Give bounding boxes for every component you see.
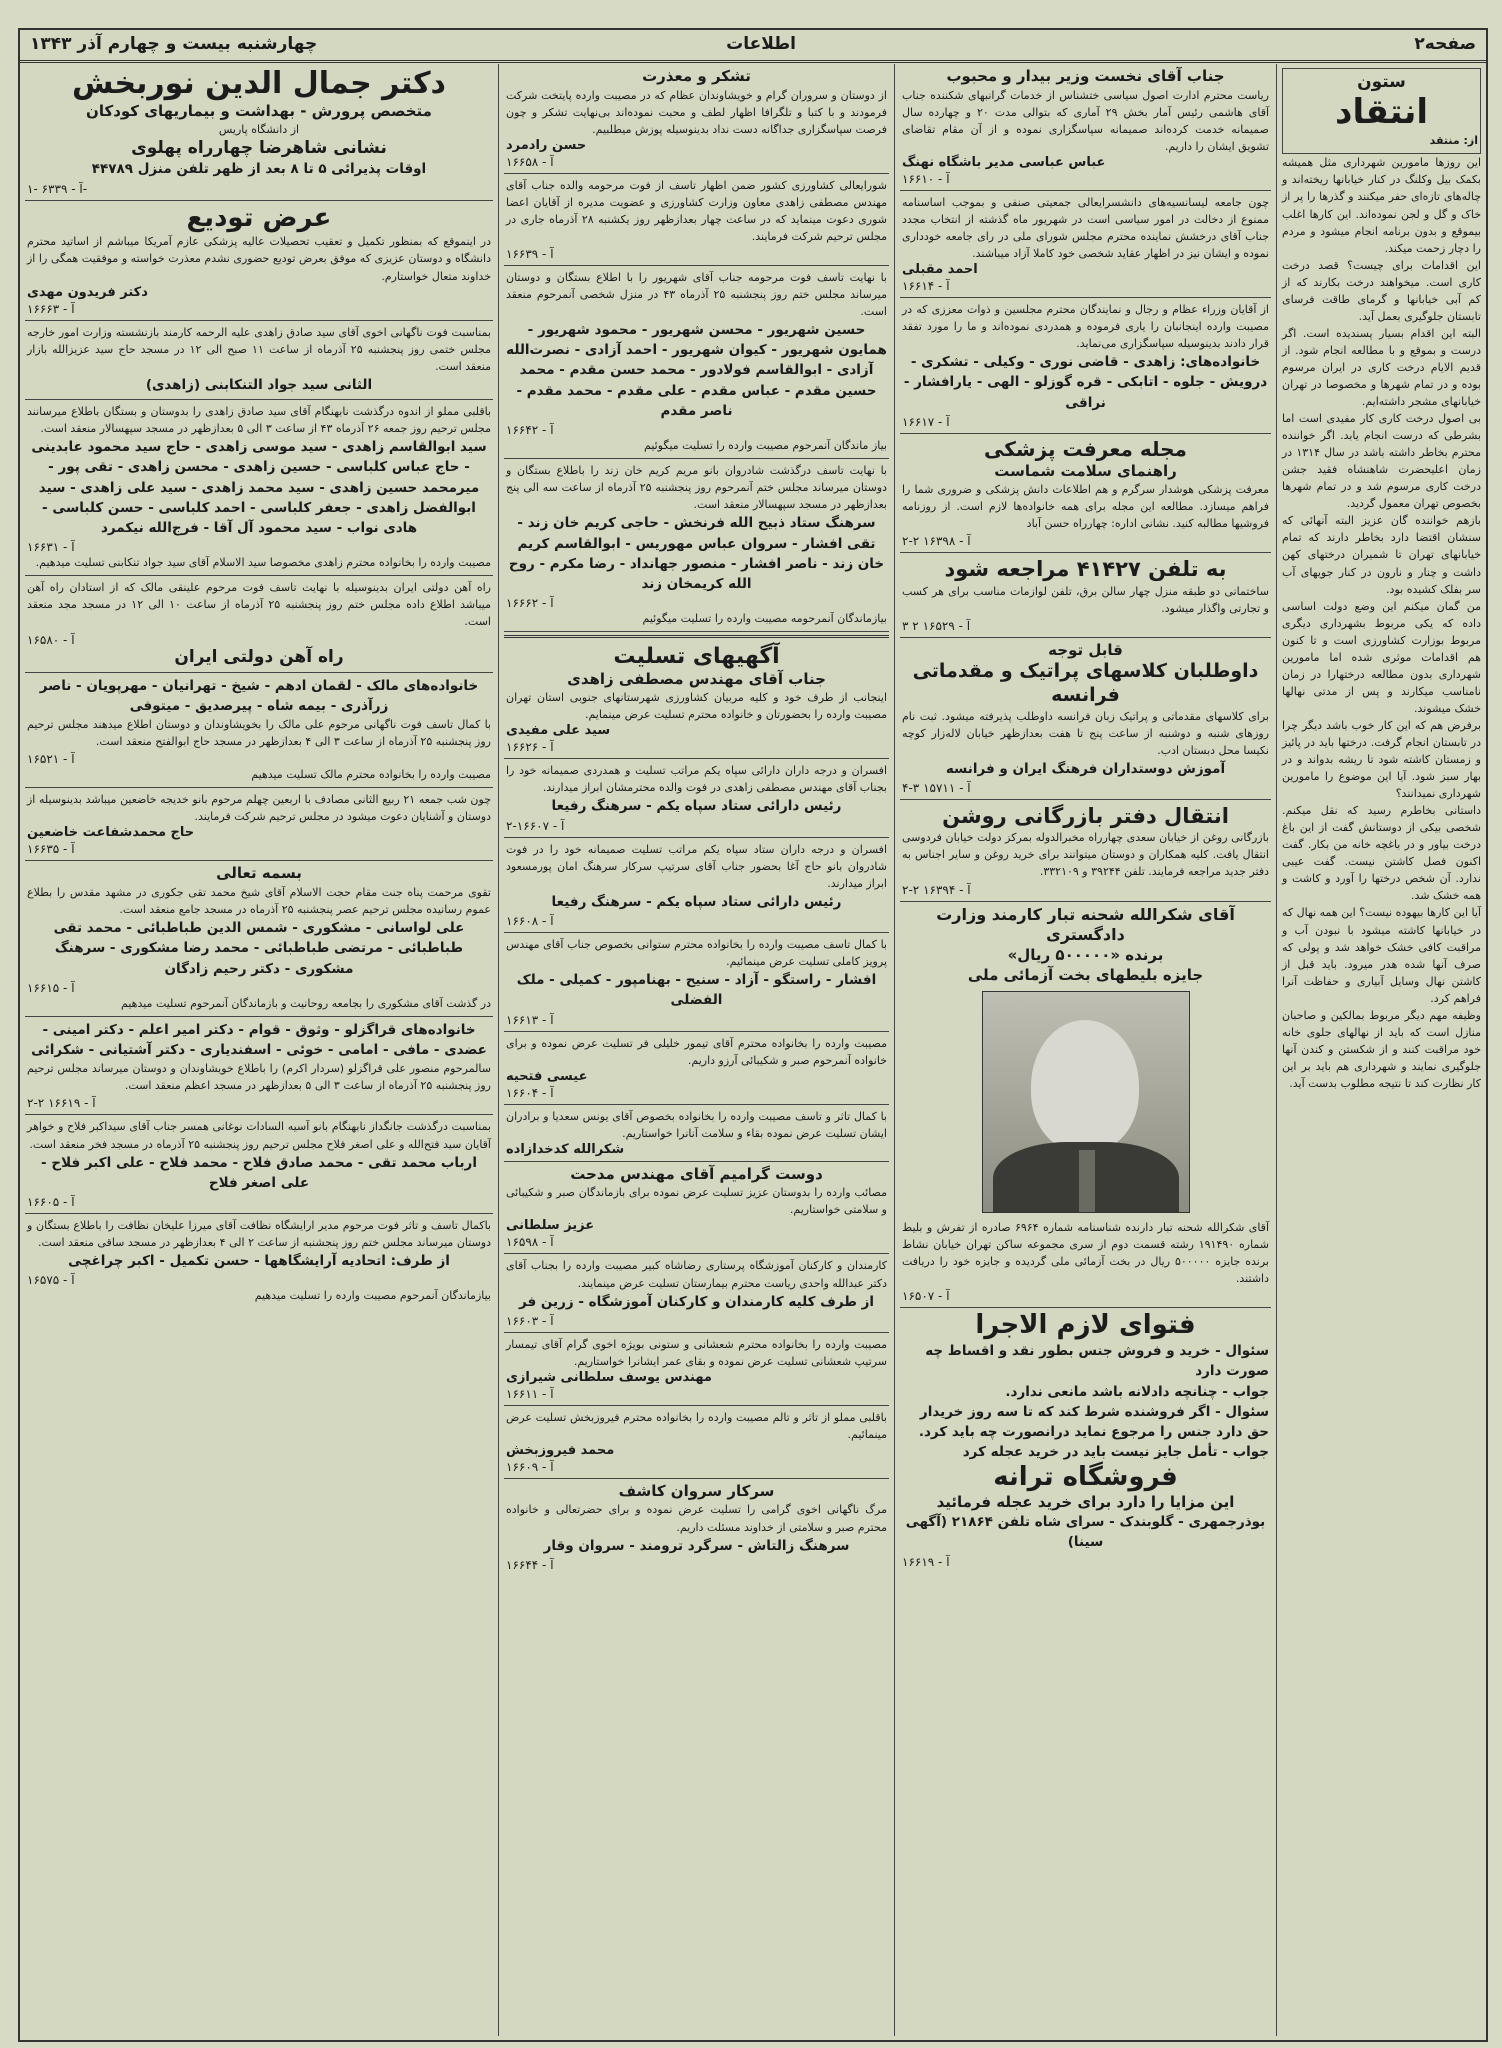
column-title: ستون [1357, 72, 1406, 92]
notice-signature: سرهنگ زالتاش - سرگرد ترومند - سروان وقار [543, 1537, 850, 1554]
gharagozlou-obituary [25, 1017, 493, 1116]
condolence-note: بیازماندگان آنمرحوم مصیبت وارده را تسلیت میدهیم [254, 1289, 491, 1303]
notice-text: از آقایان وزراء عظام و رجال و نمایندگان محترم مجلسین و ذوات معززی که در مصیبت وارده اینجانبان را یاری فرموده و همدردی نموده‌اند و ما را مورد تفقد قرار دادند بدینوسیله سپاسگزاری می‌نماید. [902, 302, 1269, 350]
family-names: علی لواسانی - مشکوری - شمس الدین طباطبائی - محمد تقی طباطبائی - مرتضی طباطبائی - محمد رضا مشکوری - سرهنگ مشکوری - دکتر رحیم زادگان [53, 920, 465, 977]
notice-title: جناب آقای مهندس مصطفی زاهدی [567, 669, 826, 688]
article-paragraph: من گمان میکنم این وضع دولت اساسی داده که یکی مربوط بشهرداری دیگری مربوط بوزارت کشاورزی است و تا کنون هم اقدامات موثری شده اما مامورین شهرداری بدون مطالعه درختهارا در زمان نامناسب میکارند و پس از مدتی نهالها خشک میشوند. [1282, 599, 1481, 715]
article-paragraph: داستانی بخاطرم رسید که نقل میکنم. شخصی بیکی از دوستانش گفت از این باغ درخت بیاور و در باغچه خانه من بکار. گفت اکنون فصل کاشتن نیست. گفت عیبی ندارد. آن شخص درختها را آورد و کاشت و همه خشک شد. [1282, 804, 1481, 903]
council-notice [504, 174, 889, 266]
article-paragraph: وظیفه مهم دیگر مربوط بمالکین و صاحبان منازل است که باید از نهالهای جلوی خانه خود مراقبت کنند و از شکستن و کندن آنها جلوگیری نمایند و شهرداری هم باید بر این کار نظارت کند تا نتیجه مطلوب بدست آید. [1282, 1008, 1481, 1090]
family-names: از طرف: اتحادیه آرایشگاهها - حسن تکمیل - اکبر چراغچی [68, 1253, 450, 1270]
notice-title: عرض تودیع [186, 202, 332, 233]
condolence-notice [504, 1479, 889, 1576]
ad-code: آ - ۱۵۷۱۱ ۳-۴ [902, 781, 971, 796]
ads-column-2 [894, 64, 1276, 2036]
article-paragraph: بی اصول درخت کاری کار مفیدی است اما بشرطی که درست انجام یابد. اگر خواننده محترم بخاطر داشته باشد در سال ۱۳۱۴ در زمان اعلیحضرت شاهنشاه فقید جشن درخت کاری مرسوم شد و در تمام شهرها بخصوص تهران معمول گردید. [1282, 412, 1481, 511]
cleric-obituary [25, 861, 493, 1016]
family-names: خانواده‌های: زاهدی - قاضی نوری - وکیلی - تشکری - درویش - جلوه - اتابکی - قره گوزلو - الهی - یارافشار - نراقی [903, 354, 1268, 411]
ad-code: آ - ۱۶۶۴۴ [506, 1557, 554, 1572]
notice-text: کارمندان و کارکنان آموزشگاه پرستاری رضاشاه کبیر مصیبت وارده را بجناب آقای دکتر عبدالله واحدی ریاست محترم بیمارستان تسلیت عرض مینمایند. [506, 1259, 887, 1290]
notice-text: باکمال تاسف و تاثر فوت مرحوم مدیر ارایشگاه نظافت آقای میرزا علیخان نظافت را باطلاع بستگان و دوستان میرساند مجلس ختم روز پنجشنبه از ساعت ۲ الی ۴ بعدازظهر در مسجد ساقی منعقد است. [27, 1219, 491, 1250]
memorial-notice [25, 788, 493, 861]
notice-text: شورایعالی کشاورزی کشور ضمن اظهار تاسف از فوت مرحومه والده جناب آقای مهندس مصطفی زاهدی معاون وزارت کشاورزی و عضویت مدیره از آقایان اعضا شوری دعوت مینماید که در ساعت چهار بعدازظهر روز یکشنبه ۲۸ آذرماه جاری در مجلس ترحیم شرکت فرمایند. [506, 178, 887, 243]
notice-text: با کمال تاثر و تاسف مصیبت وارده را بخانواده بخصوص آقای یونس سعدیا و برادران ایشان تسلیت عرض نموده بقاء و سلامت آنانرا خواستاریم. [506, 1109, 887, 1140]
doctor-ad [25, 64, 493, 201]
gratitude-notice [900, 298, 1271, 434]
notice-signature: دکتر فریدون مهدی [27, 284, 148, 300]
criticism-column [1276, 64, 1486, 2036]
condolence-notice [504, 1406, 889, 1479]
notice-text: مصائب وارده را بدوستان عزیز تسلیت عرض نموده برای بازماندگان صبر و شکیبائی و سلامتی خواستاریم. [506, 1186, 887, 1217]
ad-code: آ - ۱۶۶۰۹ [506, 1459, 554, 1474]
condolence-notice [504, 838, 889, 933]
apology-notice [504, 64, 889, 174]
notice-signature: حاج محمدشفاعت خاضعین [27, 825, 195, 841]
ad-text: برای کلاسهای مقدماتی و پراتیک زبان فرانسه داوطلب پذیرفته میشود. ثبت نام روزهای شنبه و دوشنبه از ساعت پنج تا هفت بعدازظهر خیابان لاله‌زار کوچه نکیسا محل دبستان ادب. [902, 709, 1269, 757]
nezafat-obituary [25, 1214, 493, 1308]
notice-signature: عیسی فتحیه [506, 1068, 588, 1084]
notice-text: چون شب جمعه ۲۱ ربیع الثانی مصادف با اربعین چهلم مرحوم بانو خدیجه خاضعین میباشد بدینوسیله از دوستان و آشنایان دعوت میشود در مجلس ترحیم شرکت فرمایند. [27, 793, 491, 824]
condolence-notice [504, 759, 889, 837]
zahedi-obituary [25, 400, 493, 576]
ad-code: آ - ۱۶۶۲۶ [506, 740, 554, 755]
notice-text: در اینموقع که بمنظور تکمیل و تعقیب تحصیلات عالیه پزشکی عازم آمریکا میباشم از اساتید محترم دانشگاه و دوستان عزیزی که موفق بعرض تودیع حضوری نشدم معذرت خواسته و موفقیت همگی را از خداوند متعال خواستارم. [27, 235, 491, 283]
ad-code: آ - ۱۶۳۹۸ ۲-۲ [902, 534, 971, 549]
french-classes-ad [900, 638, 1271, 800]
ad-code: آ - ۱۶۵۸۰ [27, 632, 75, 647]
ad-code: آ - ۱۶۶۱۱ [506, 1386, 554, 1401]
ad-code: آ - ۱۶۶۳۵ [27, 842, 75, 857]
ad-title: به تلفن ۴۱۴۲۷ مراجعه شود [944, 557, 1227, 582]
store-slogan: این مزایا را دارد برای خرید عجله فرمائید [936, 1492, 1235, 1511]
notice-text: چون جامعه لیسانسیه‌های دانشسرایعالی جمعیتی صنفی و بموجب اساسنامه ممنوع از دخالت در امور سیاسی است در شهریور ماه گذشته از انتخاب مجدد جناب آقای درخشش نماینده محترم مجلس شورای ملی در رای جامعه خودداری نموده و ایشان نیز در اظهار عقاید شخصی خود کاملا آزاد میباشند. [902, 195, 1269, 260]
condolence-notice [504, 1032, 889, 1105]
paper-name: اطلاعات [726, 34, 796, 54]
fallah-obituary [25, 1115, 493, 1214]
article-paragraph: البته این اقدام بسیار پسندیده است. اگر درست و بموقع و با مطالعه انجام شود. از قدیم الایام درخت کاری در ایران مرسوم بوده و در تمام شهرها و مخصوصا در تهران خیابانهای مشجر داشته‌ایم. [1282, 326, 1481, 409]
article-paragraph: آیا این کارها بیهوده نیست؟ این همه نهال که در خیابانها کاشته میشود با نبودن آب و مراقبت کافی خشک خواهد شد و پولی که صرف آنها شده هدر میرود. باید قبل از کاشتن نهال وسایل آبیاری و حفاظت آنرا فراهم کرد. [1282, 906, 1481, 1005]
newspaper-page [18, 28, 1488, 2042]
ad-code: آ - ۱۶۵۷۵ [27, 1273, 75, 1288]
notice-signature: الثانی سید جواد التنکابنی (زاهدی) [145, 376, 373, 393]
ad-pretitle: قابل توجه [1048, 640, 1123, 659]
ad-code: آ - ۱۶۶۵۸ [506, 154, 554, 169]
notice-signature: عزیز سلطانی [506, 1218, 595, 1234]
ad-code: آ - ۱۶۶۱۳ [506, 1012, 554, 1027]
condolence-notice [504, 1333, 889, 1406]
condolence-notice [504, 1105, 889, 1162]
condolence-notice [504, 933, 889, 1032]
ad-subtitle: از دانشگاه پاریس [218, 123, 300, 136]
condolence-note: بیازماندگان آنمرحومه مصیبت وارده را تسلیت میگوئیم [642, 612, 887, 626]
ad-code: آ - ۱۶۶۱۹ ۲-۲ [27, 1096, 96, 1111]
family-names: ارباب محمد تقی - محمد صادق فلاح - محمد فلاح - علی اکبر فلاح - علی اصغر فلاح [41, 1154, 477, 1191]
condolence-section [504, 641, 889, 759]
notice-title: دوست گرامیم آقای مهندس مدحت [570, 1164, 823, 1183]
condolence-notice [504, 1162, 889, 1255]
condolence-note: در گذشت آقای مشکوری را بجامعه روحانیت و بازماندگان آنمرحوم تسلیت میدهیم [121, 996, 491, 1010]
ad-title: انتقال دفتر بازرگانی روشن [942, 804, 1229, 829]
ad-text: بازرگانی روغن از خیابان سعدی چهارراه مخبرالدوله بمرکز دولت خیابان فردوسی انتقال یافت. کلیه همکاران و دوستان میتوانند برای خرید روغن و سایر اجناس به دفتر جدید مراجعه فرمایند. تلفن ۳۹۲۴۴ و ۳۳۲۱۰۹. [902, 831, 1269, 879]
article-paragraph: برفرض هم که این کار خوب باشد دیگر چرا در تابستان انجام گرفت. درختها باید در پائیز و زمستان کاشته شود تا ریشه بدواند و در بهار سبز شود. آیا این موضوع را مامورین شهرداری نمیدانند؟ [1282, 718, 1481, 801]
ad-text: معرفت پزشکی هوشدار سرگرم و هم اطلاعات دانش پزشکی و ضروری شما را فراهم میسازد. مطالعه این مجله برای همه خانواده‌ها لازم است. از روزنامه فروشیها مطالبه کنید. نشانی اداره: چهارراه حسن آباد [902, 483, 1269, 531]
ad-code: آ - ۱۶۵۲۱ [27, 752, 75, 767]
ad-text: ساختمانی دو طبقه منزل چهار سالن برق، تلفن لوازمات مناسب برای هر کسب و تجارتی واگذار میشود. [902, 584, 1269, 615]
notice-text: با کمال تاسف مصیبت وارده را بخانواده محترم ستوانی بخصوص جناب آقای مهندس پرویز کاملی تسلیت عرض مینمائیم. [506, 938, 887, 969]
telephone-ad [900, 553, 1271, 637]
ad-code: آ - ۱۶۶۳۱ [27, 540, 75, 555]
ad-code: آ - ۱۶۳۹۴ ۲-۲ [902, 882, 971, 897]
association-notice [900, 191, 1271, 298]
family-names: سید ابوالقاسم زاهدی - سید موسی زاهدی - حاج سید محمود عابدینی - حاج عباس کلباسی - حسین زاهدی - محسن زاهدی - تقی پور - میرمحمد حسین زاهدی - سید محمد زاهدی - سید علی زاهدی - سید ابوالفضل زاهدی - جعفر کلباسی - احمد کلباسی - حسن کلباسی - هادی نواب - سید محمود آل آقا - فرج‌الله نیکمرد [31, 439, 487, 537]
notice-text: افسران و درجه داران دارائی سپاه یکم مراتب تسلیت و همدردی صمیمانه خود را بجناب آقای مهندس مصطفی زاهدی در فوت والده محترمشان ابراز میدارند. [506, 764, 887, 795]
ad-code: آ - ۱۶۶۱۵ [27, 980, 75, 995]
ad-code: آ - ۶۳۳۹ -۱- [27, 181, 88, 196]
answer-text: جواب - تأمل جایز نیست باید در خرید عجله کرد [962, 1444, 1269, 1461]
ad-code: آ - ۱۶۵۰۷ [902, 1289, 950, 1304]
notice-text: راه آهن دولتی ایران بدینوسیله با نهایت تاسف فوت مرحوم علینقی مالک که از استادان راه آهن میباشد اطلاع داده مجلس ختم روز پنجشنبه ۲۵ آذرماه از ساعت ۱۰ الی ۱۲ در مسجد مجد منعقد است. [27, 581, 492, 629]
condolence-notice [504, 1254, 889, 1332]
ad-text: آقای شکرالله شحنه تبار دارنده شناسنامه شماره ۶۹۶۴ صادره از تفرش و بلیط شماره ۱۹۱۴۹۰ رشته قسمت دوم از سری مجموعه ساکن تهران خیابان نشاط برنده جایزه ۵۰۰۰۰۰ ریال در بخت آزمائی ملی گردیده و جایزه خود را دریافت داشتند. [902, 1221, 1269, 1286]
ad-code: آ - ۱۶۶۰۳ [506, 1313, 554, 1328]
notice-signature: سید علی مفیدی [506, 723, 611, 739]
ad-title: فتوای لازم الاجرا [975, 1310, 1196, 1341]
family-names: خانواده‌های قراگزلو - وثوق - قوام - دکتر امیر اعلم - دکتر امینی - عضدی - مافی - امامی - خوئی - اسفندیاری - دکتر آشتیانی - شکرائی [31, 1021, 487, 1059]
article-paragraph: این روزها مامورین شهرداری مثل همیشه بکمک بیل وکلنگ در کنار خیابانها ریخته‌اند و چاله‌های تازه‌ای حفر میکنند و گذرها را پر از خاک و گل و لجن نموده‌اند. این کارها اغلب بیموقع و بدون برنامه انجام میشود و مردم را دچار زحمت میکند. [1282, 156, 1481, 255]
store-fatwa-ad [900, 1308, 1271, 1572]
notice-text: از دوستان و سروران گرام و خویشاوندان عظام که در مصیبت وارده پایتخت شرکت فرمودند و با کتبا و تلگرافا اظهار لطف و محبت نموده‌اند بی‌نهایت تشکر و چون فرصت سپاسگزاری جداگانه دست نداد بدینوسیله پوزش میطلبیم. [506, 88, 887, 136]
thanks-notice [900, 64, 1271, 191]
ad-code: آ - ۱۶۶۱۴ [902, 278, 950, 293]
page-number: صفحه۲ [1414, 34, 1476, 54]
ads-column-3 [498, 64, 894, 2036]
notice-signature: حسن رادمرد [506, 137, 587, 153]
notice-signature: احمد مقبلی [902, 261, 978, 277]
zand-obituary [504, 459, 889, 632]
railway-notice [25, 576, 493, 672]
ad-code: آ - ۱۶۶۱۹ [902, 1554, 950, 1569]
column-author: از: منتقد [1429, 134, 1478, 148]
doctor-address: نشانی شاهرضا چهارراه پهلوی [131, 138, 387, 159]
notice-signature: محمد فیروزبخش [506, 1442, 615, 1458]
ad-signature: آموزش دوستداران فرهنگ ایران و فرانسه [945, 760, 1226, 777]
farewell-notice [25, 201, 493, 321]
answer-text: جواب - چنانچه دادلانه باشد مانعی ندارد. [1005, 1383, 1269, 1400]
ad-code: آ - ۱۶۶۱۷ [902, 414, 950, 429]
ad-code: آ - ۱۶۵۲۹ ۲ ۳ [902, 618, 971, 633]
notice-text: مصیبت وارده را بخانواده محترم شعشانی و ستونی بویژه اخوی گرام آقای تیمسار سرتیپ شعشانی تسلیت عرض نموده و بقای عمر ایشانرا خواستاریم. [506, 1337, 887, 1368]
ad-code: آ - ۱۶۶۶۳ [27, 301, 75, 316]
medical-magazine-ad [900, 434, 1271, 554]
lottery-name: جایزه بلیطهای بخت آزمائی ملی [967, 965, 1204, 984]
ad-code: آ - ۱۶۶۶۲ [506, 596, 554, 611]
page-header [20, 30, 1486, 63]
winner-portrait [982, 991, 1190, 1213]
notice-text: بمناسبت فوت ناگهانی اخوی آقای سید صادق زاهدی علیه الرحمه کارمند بازنشسته وزارت امور خارجه مجلس ختمی روز پنجشنبه ۲۵ آذرماه از ساعت ۱۱ صبح الی ۱۲ در مسجد حاج سید عزیزالله بازار منعقد است. [27, 325, 492, 373]
notice-text: با نهایت تاسف فوت مرحومه جناب آقای شهریور را با اطلاع بستگان و دوستان میرساند مجلس ختم روز پنجشنبه ۲۵ آذرماه ۴۳ در منزل شخصی آنمرحوم منعقد است. [506, 270, 887, 318]
notice-signature: مهندس یوسف سلطانی شیرازی [506, 1369, 712, 1385]
ad-subtitle: راهنمای سلامت شماست [994, 461, 1177, 480]
ad-code: آ - ۱۶۶۰۸ [506, 914, 554, 929]
notice-signature: راه آهن دولتی ایران [174, 646, 344, 667]
notice-text: تقوی مرحمت پناه جنت مقام حجت الاسلام آقای شیخ محمد تقی جکوری در مشهد مقدس را بطلاع عموم رسانیده مجلس ترحیم عصر پنجشنبه ۲۵ آذرماه در مسجد جامع منعقد است. [27, 885, 491, 917]
ad-title: دکتر جمال الدین نوربخش [72, 66, 446, 101]
ad-code: آ - ۱۶۶۱۰ [902, 171, 950, 186]
notice-text: با نهایت تاسف درگذشت شادروان بانو مریم کریم خان زند را باطلاع بستگان و دوستان میرساند مجلس ختم آنمرحوم روز پنجشنبه ۲۵ آذرماه از ساعت سه الی پنج بعدازظهر در مسجد سپهسالار منعقد است. [506, 464, 887, 512]
column-subtitle: انتقاد [1335, 92, 1428, 133]
question-text: سئوال - اگر فروشنده شرط کند که تا سه روز خریدار حق دارد جنس را مرجوع نماید درانصورت چه باید کرد. [918, 1403, 1269, 1441]
family-names: سرهنگ ستاد ذبیح الله فرنخش - حاجی کریم خان زند - تقی افشار - سروان عباس مهوریس - ابوالقاسم کریم خان زند - ناصر افشار - منصور جهانداد - رضا مکرم - روح الله کریمخان زند [508, 515, 885, 593]
store-address: بوذرجمهری - گلوبندک - سرای شاه تلفن ۲۱۸۶۴ (آگهی سینا) [905, 1514, 1266, 1551]
notice-text: بمناسبت درگذشت جانگداز نابهنگام بانو آسیه السادات نوغانی همسر جناب آقای سیداکبر فلاح و خواهر آقایان سید فتح‌الله و علی اصغر فلاح مجلس ترحیم روز پنجشنبه ۲۵ آذرماه در مسجد فخر منعقد است. [27, 1120, 491, 1151]
store-name: فروشگاه ترانه [993, 1461, 1178, 1492]
lottery-winner-ad [900, 902, 1271, 1309]
ad-title: داوطلبان کلاسهای پراتیک و مقدماتی فرانسه [912, 660, 1259, 706]
ad-code: آ - ۱۶۶۴۲ [506, 423, 554, 438]
notice-signature: رئیس دارائی ستاد سپاه یکم - سرهنگ رفیعا [551, 893, 842, 910]
notice-signature: از طرف کلیه کارمندان و کارکنان آموزشگاه - زرین فر [518, 1293, 875, 1310]
condolence-note: مصیبت وارده را بخانواده محترم زاهدی مخصوصا سید الاسلام آقای سید جواد تنکابنی تسلیت میدهیم. [35, 556, 491, 570]
notice-title: سرکار سروان کاشف [618, 1481, 775, 1500]
ad-code: آ - ۱۶۶۰۴ [506, 1085, 554, 1100]
notice-text: اینجانب از طرف خود و کلیه مربیان کشاورزی شهرستانهای جنوبی استان تهران مصیبت وارده را بحضورتان و خانواده محترم تسلیت عرض مینمایم. [506, 691, 887, 722]
notice-title: تشکر و معذرت [642, 67, 751, 85]
family-names: افشار - راستگو - آزاد - سنیح - بهنامپور - کمیلی - ملک الفضلی [516, 972, 877, 1009]
article-paragraph: این اقدامات برای چیست؟ قصد درخت کاری است. میخواهند درخت بکارند که از کم آبی خیابانها و گرمای طاقت فرسای تابستان جلوگیری بعمل آید. [1282, 258, 1481, 323]
notice-text: باقلبی مملو از تاثر و تالم مصیبت وارده را بخانواده محترم فیروزبخش تسلیت عرض مینمائیم. [506, 1410, 887, 1441]
ads-column-4 [20, 64, 498, 2036]
notice-text: باقلبی مملو از اندوه درگذشت نابهنگام آقای سید صادق زاهدی را بدوستان و بستگان باطلاع میرسانند مجلس ترحیم روز جمعه ۲۶ آذرماه ۴۳ از ساعت ۳ الی ۵ بعدازظهر در مسجد سپهسالار منعقد است. [27, 404, 491, 436]
ad-title: مجله معرفت پزشکی [984, 436, 1187, 461]
section-title: آگهیهای تسلیت [613, 644, 780, 670]
ad-subtitle: متخصص پرورش - بهداشت و بیماریهای کودکان [86, 101, 432, 120]
condolence-note: مصیبت وارده را بخانواده محترم مالک تسلیت میدهیم [251, 768, 491, 782]
ad-code: آ - ۱۶۵۹۸ [506, 1235, 554, 1250]
office-hours: اوقات پذیرائی ۵ تا ۸ بعد از ظهر تلفن منزل ۴۴۷۸۹ [91, 161, 427, 178]
notice-signature: شکرالله کدخدازاده [506, 1141, 625, 1157]
notice-title: جناب آقای نخست وزیر بیدار و محبوب [946, 67, 1225, 85]
notice-text: با کمال تاسف فوت ناگهانی مرحوم علی مالک را بخویشاوندان و دوستان اطلاع میدهند مجلس ترحیم روز پنجشنبه ۲۵ آذرماه از ساعت ۳ الی ۴ بعدازظهر در مسجد حاج ابوالفتح منعقد است. [27, 718, 491, 749]
shahrivar-obituary [504, 266, 889, 459]
family-names: خانواده‌های مالک - لقمان ادهم - شیخ - تهرانیان - مهرپویان - ناصر زرآذری - بیمه شاه - پیرصدیق - میتوفی [39, 677, 479, 714]
article-paragraph: بازهم خواننده گان عزیز البته آنهائی که سنشان اقتضا دارد بخاطر دارند که تمام خیابانهای تهران تا شمیران درختهای کهن داشت و چنار و نارون در کنار جویهای آب سر بفلک کشیده بود. [1282, 514, 1481, 596]
office-transfer-ad [900, 800, 1271, 901]
notice-text: مرگ ناگهانی اخوی گرامی را تسلیت عرض نموده و برای حضرتعالی و خانواده محترم صبر و سلامتی از خداوند مسئلت داریم. [506, 1503, 887, 1534]
notice-text: مصیبت وارده را بخانواده محترم آقای تیمور خلیلی فر تسلیت عرض نموده و برای خانواده آنمرحوم صبر و شکیبائی آرزو داریم. [506, 1036, 887, 1067]
question-text: سئوال - خرید و فروش جنس بطور نقد و اقساط چه صورت دارد [925, 1343, 1269, 1380]
ad-title: آقای شکرالله شحنه تبار کارمند وزارت دادگستری [936, 904, 1235, 945]
notice-signature: عباس عباسی مدیر باشگاه نهنگ [902, 154, 1106, 170]
notice-text: سالمرحوم منصور علی قراگزلو (سردار اکرم) را باطلاع خویشاوندان و دوستان میرساند مجلس ترحیم روز پنجشنبه ۲۵ آذرماه از ساعت ۳ الی ۵ بعدازظهر در مسجد اعظم منعقد است. [27, 1062, 491, 1093]
issue-date: چهارشنبه بیست و چهارم آذر ۱۳۴۳ [30, 34, 318, 54]
ad-code: آ - ۱۶۶۰۵ [27, 1195, 75, 1210]
family-names: حسین شهریور - محسن شهریور - محمود شهریور - همایون شهریور - کیوان شهریور - احمد آزادی - نصرت‌الله آزادی - ابوالقاسم فولادور - محمد حسن مقدم - محمد حسین مقدم - عباس مقدم - علی مقدم - محمد مقدم - ناصر مقدم [506, 321, 887, 419]
ad-code: آ - ۱۶۶۰۷-۲ [506, 818, 565, 833]
condolence-note: بیاز ماندگان آنمرحوم مصیبت وارده را تسلیت میگوئیم [644, 439, 887, 453]
prize-amount: برنده «۵۰۰۰۰۰ ریال» [1007, 946, 1164, 965]
notice-signature: رئیس دارائی ستاد سپاه یکم - سرهنگ رفیعا [551, 798, 842, 815]
ad-code: آ - ۱۶۶۳۹ [506, 246, 554, 261]
notice-title: بسمه تعالی [216, 864, 302, 883]
notice-text: افسران و درجه داران ستاد سپاه یکم مراتب تسلیت صمیمانه خود را در فوت شادروان بانو حاج آغا بحضور جناب آقای سرتیپ سرکار سرهنگ امان پورمسعود ابراز میدارند. [506, 842, 887, 890]
obituary-notice [25, 321, 493, 400]
notice-text: ریاست محترم ادارت اصول سیاسی ختشناس از خدمات گرانبهای شکننده جناب آقای هاشمی رئیس آمار بخش ۲۹ آماری که بتوالی مدت ۲۰ و چهارده سال صمیمانه خدمت کرده‌اند صمیمانه سپاسگزاری نموده و از آن مقام تقاضای تشویق ایشان را داریم. [902, 88, 1270, 153]
malek-obituary [25, 673, 493, 789]
